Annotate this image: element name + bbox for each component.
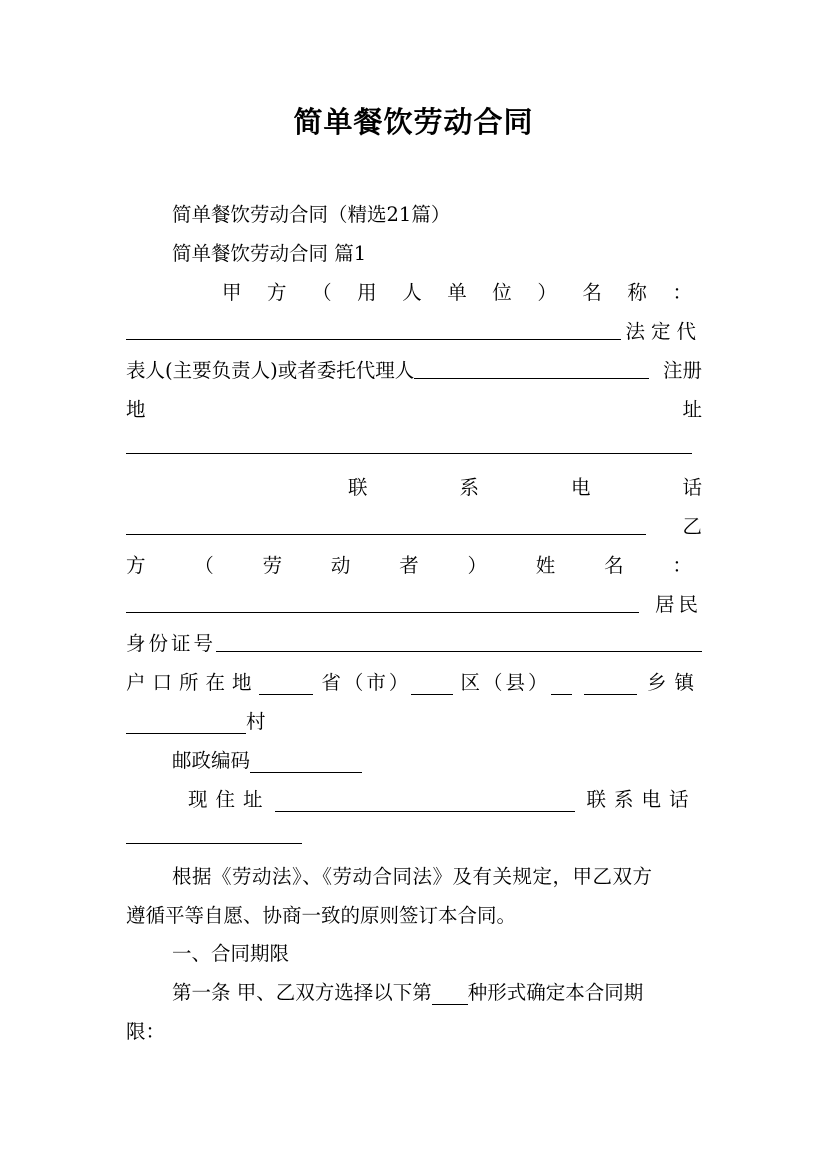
legal-rep-blank[interactable] — [414, 360, 649, 379]
party-a-name-blank[interactable] — [126, 321, 621, 340]
document-title: 简单餐饮劳动合同 — [293, 105, 534, 139]
section-heading: 简单餐饮劳动合同 篇1 — [172, 242, 367, 265]
article-1-text-b: 种形式确定本合同期 — [467, 981, 644, 1004]
legal-rep-label-start: 法定代 — [625, 320, 702, 343]
id-number-line — [126, 628, 702, 656]
current-address-line — [188, 784, 702, 812]
paragraph-1-line-2: 遵循平等自愿、协商一致的原则签订本合同。 — [126, 904, 517, 927]
article-1-line-2: 限： — [126, 1020, 166, 1043]
contact-phone-label: 联系电话 — [586, 788, 697, 811]
party-a-phone-line — [126, 511, 702, 539]
party-a-name-line — [126, 316, 702, 344]
village-line — [126, 706, 702, 734]
registered-address-label: 地 址 — [126, 398, 702, 421]
party-b-name-label: 方 （ 劳 动 者 ） 姓 名 ： — [126, 554, 692, 577]
village-blank[interactable] — [126, 713, 246, 734]
legal-rep-label: 表人(主要负责人)或者委托代理人 — [126, 359, 415, 382]
party-b-start: 乙 — [682, 515, 702, 538]
province-blank[interactable] — [259, 674, 314, 695]
current-address-label: 现住址 — [188, 788, 271, 811]
article-1-line-1 — [172, 977, 702, 1005]
paragraph-1-line-1: 根据《劳动法》、《劳动合同法》及有关规定，甲乙双方 — [172, 865, 653, 888]
party-a-name-label: 甲 方 （ 用 人 单 位 ） 名 称 ： — [222, 281, 692, 304]
id-number-blank[interactable] — [216, 633, 702, 652]
legal-rep-line — [126, 355, 702, 383]
postal-label: 邮政编码 — [172, 749, 251, 772]
subtitle: 简单餐饮劳动合同（精选21篇） — [172, 203, 451, 226]
province-label: 省（市） — [321, 671, 412, 694]
party-a-phone-blank[interactable] — [126, 516, 646, 535]
contact-phone-line — [126, 823, 702, 849]
postal-blank[interactable] — [250, 752, 362, 773]
registered-address-line — [126, 433, 692, 459]
registered-label-start: 注册 — [662, 359, 702, 382]
postal-line — [172, 745, 702, 773]
article-1-text-a: 第一条 甲、乙双方选择以下第 — [172, 981, 432, 1004]
town-label: 乡镇 — [646, 671, 702, 694]
party-a-phone-label: 联 系 电 话 — [348, 476, 702, 499]
district-blank-2[interactable] — [551, 674, 573, 695]
id-label-start: 居民 — [654, 593, 702, 616]
section-1-heading: 一、合同期限 — [172, 942, 290, 965]
village-label: 村 — [246, 710, 266, 733]
district-label: 区（县） — [460, 671, 551, 694]
party-b-name-blank[interactable] — [126, 594, 639, 613]
household-label: 户口所在地 — [126, 671, 259, 694]
current-address-blank[interactable] — [275, 791, 575, 812]
id-number-label: 身份证号 — [126, 632, 217, 655]
district-blank[interactable] — [411, 674, 452, 695]
town-blank[interactable] — [584, 674, 637, 695]
registered-address-blank[interactable] — [126, 433, 692, 454]
article-1-choice-blank[interactable] — [432, 984, 468, 1005]
party-b-name-line — [126, 589, 702, 617]
household-line — [126, 667, 702, 695]
contact-phone-blank[interactable] — [126, 823, 302, 844]
